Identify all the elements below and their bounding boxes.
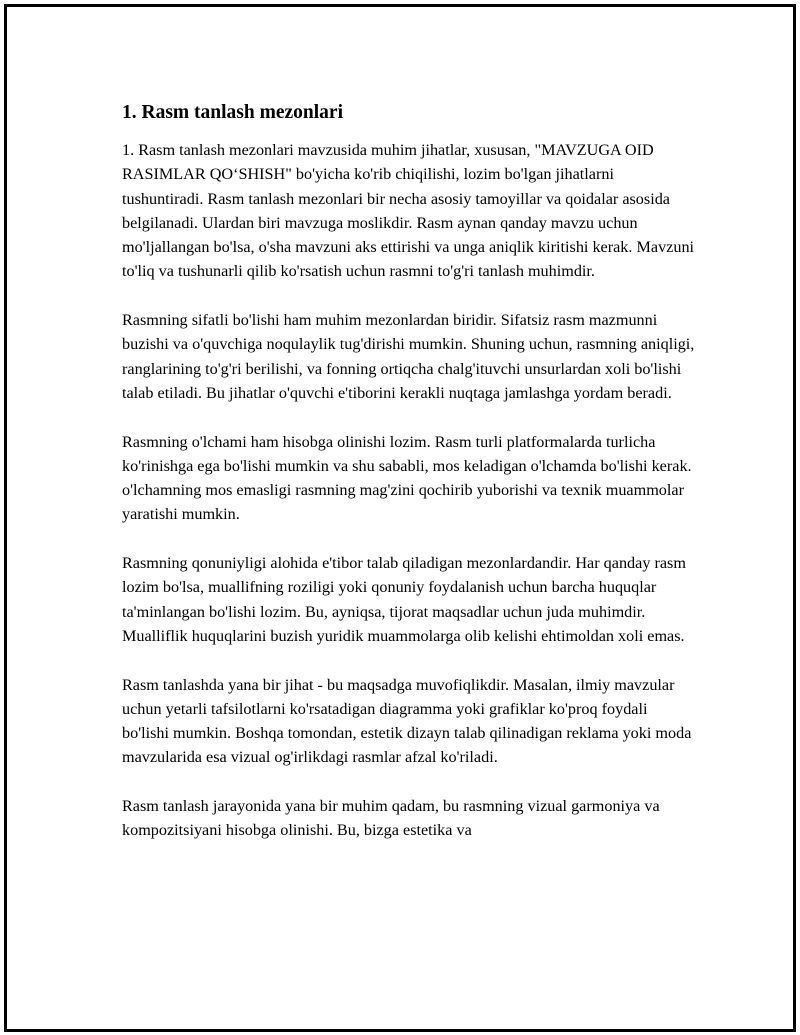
paragraph-purpose: Rasm tanlashda yana bir jihat - bu maqsadga muvofiqlikdir. Masalan, ilmiy mavzular uchun yetarli tafsilotlarni ko'rsatadigan diagramma yoki grafiklar ko'proq foydali bo'lishi mumkin. Boshqa tomondan, estetik dizayn talab qilinadigan reklama yoki moda mavzularida esa vizual og'irlikdagi rasmlar afzal ko'riladi. [122,675,692,767]
paragraph-image-quality: Rasmning sifatli bo'lishi ham muhim mezonlardan biridir. Sifatsiz rasm mazmunni buzishi va o'quvchiga noqulaylik tug'dirishi mumkin. Shuning uchun, rasmning aniqligi, ranglarining to'g'ri berilishi, va fonning ortiqcha chalg'ituvchi unsurlardan xoli bo'lishi talab etiladi. Bu jihatlar o'quvchi e'tiborini kerakli nuqtaga jamlashga yordam beradi. [122,311,695,402]
document-body [122,100,697,867]
section-heading: 1. Rasm tanlash mezonlari [122,102,343,123]
paragraph-composition: Rasm tanlash jarayonida yana bir muhim qadam, bu rasmning vizual garmoniya va kompozitsiyani hisobga olinishi. Bu, bizga estetika va [122,797,660,840]
paragraph-image-size: Rasmning o'lchami ham hisobga olinishi lozim. Rasm turli platformalarda turlicha ko'rinishga ega bo'lishi mumkin va shu sababli, mos keladigan o'lchamda bo'lishi kerak. o'lchamning mos emasligi rasmning mag'zini qochirib yuborishi va texnik muammolar yaratishi mumkin. [122,432,692,524]
paragraph-topic-relevance: 1. Rasm tanlash mezonlari mavzusida muhim jihatlar, xususan, "MAVZUGA OID RASIMLAR QO‘SHISH" bo'yicha ko'rib chiqilishi, lozim bo'lgan jihatlarni tushuntiradi. Rasm tanlash mezonlari bir necha asosiy tamoyillar va qoidalar asosida belgilanadi. Ulardan biri mavzuga moslikdir. Rasm aynan qanday mavzu uchun mo'ljallangan bo'lsa, o'sha mavzuni aks ettirishi va unga aniqlik kiritishi kerak. Mavzuni to'liq va tushunarli qilib ko'rsatish uchun rasmni to'g'ri tanlash muhimdir. [122,141,695,281]
paragraph-legality: Rasmning qonuniyligi alohida e'tibor talab qiladigan mezonlardandir. Har qanday rasm lozim bo'lsa, muallifning roziligi yoki qonuniy foydalanish uchun barcha huquqlar ta'minlangan bo'lishi lozim. Bu, ayniqsa, tijorat maqsadlar uchun juda muhimdir. Mualliflik huquqlarini buzish yuridik muammolarga olib kelishi ehtimoldan xoli emas. [122,554,686,645]
page-frame [4,4,796,1032]
